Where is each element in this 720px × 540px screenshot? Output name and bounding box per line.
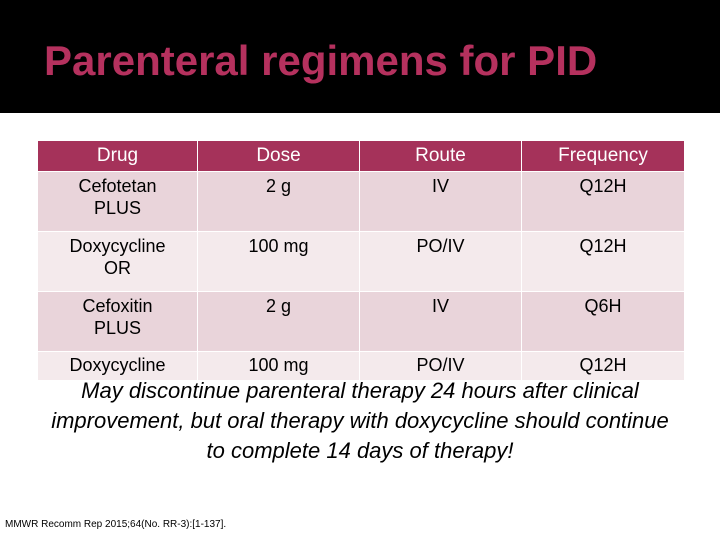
title-bar xyxy=(0,0,720,113)
source-citation: MMWR Recomm Rep 2015;64(No. RR-3):[1-137]. xyxy=(5,519,227,530)
drug-cell xyxy=(38,292,198,352)
frequency-cell: Q12H xyxy=(522,352,685,381)
route-cell: IV xyxy=(360,292,522,352)
dose-cell: 100 mg xyxy=(198,352,360,381)
drug-conjunction: OR xyxy=(104,258,131,278)
dose-cell: 2 g xyxy=(198,172,360,232)
drug-name: Doxycycline xyxy=(69,355,166,375)
header-drug: Drug xyxy=(38,141,198,172)
route-cell: IV xyxy=(360,172,522,232)
frequency-cell: Q12H xyxy=(522,232,685,292)
drug-name: Cefoxitin xyxy=(82,296,153,316)
header-route: Route xyxy=(360,141,522,172)
regimens-table xyxy=(37,140,685,381)
drug-name: Doxycycline xyxy=(69,236,166,256)
frequency-cell: Q12H xyxy=(522,172,685,232)
dose-cell: 100 mg xyxy=(198,232,360,292)
table-row xyxy=(38,292,685,352)
route-cell: PO/IV xyxy=(360,232,522,292)
frequency-cell: Q6H xyxy=(522,292,685,352)
drug-name: Cefotetan xyxy=(78,176,157,196)
drug-conjunction: PLUS xyxy=(93,198,142,218)
clinical-note: May discontinue parenteral therapy 24 hours after clinical improvement, but oral therapy with doxycycline should continue to complete 14 days of therapy! xyxy=(51,378,669,463)
drug-conjunction: PLUS xyxy=(93,318,142,338)
header-frequency: Frequency xyxy=(522,141,685,172)
route-cell: PO/IV xyxy=(360,352,522,381)
table-row xyxy=(38,232,685,292)
header-dose: Dose xyxy=(198,141,360,172)
drug-cell xyxy=(38,232,198,292)
drug-cell xyxy=(38,172,198,232)
slide-title: Parenteral regimens for PID xyxy=(44,37,598,84)
table-row xyxy=(38,172,685,232)
table-header-row xyxy=(38,141,685,172)
dose-cell: 2 g xyxy=(198,292,360,352)
